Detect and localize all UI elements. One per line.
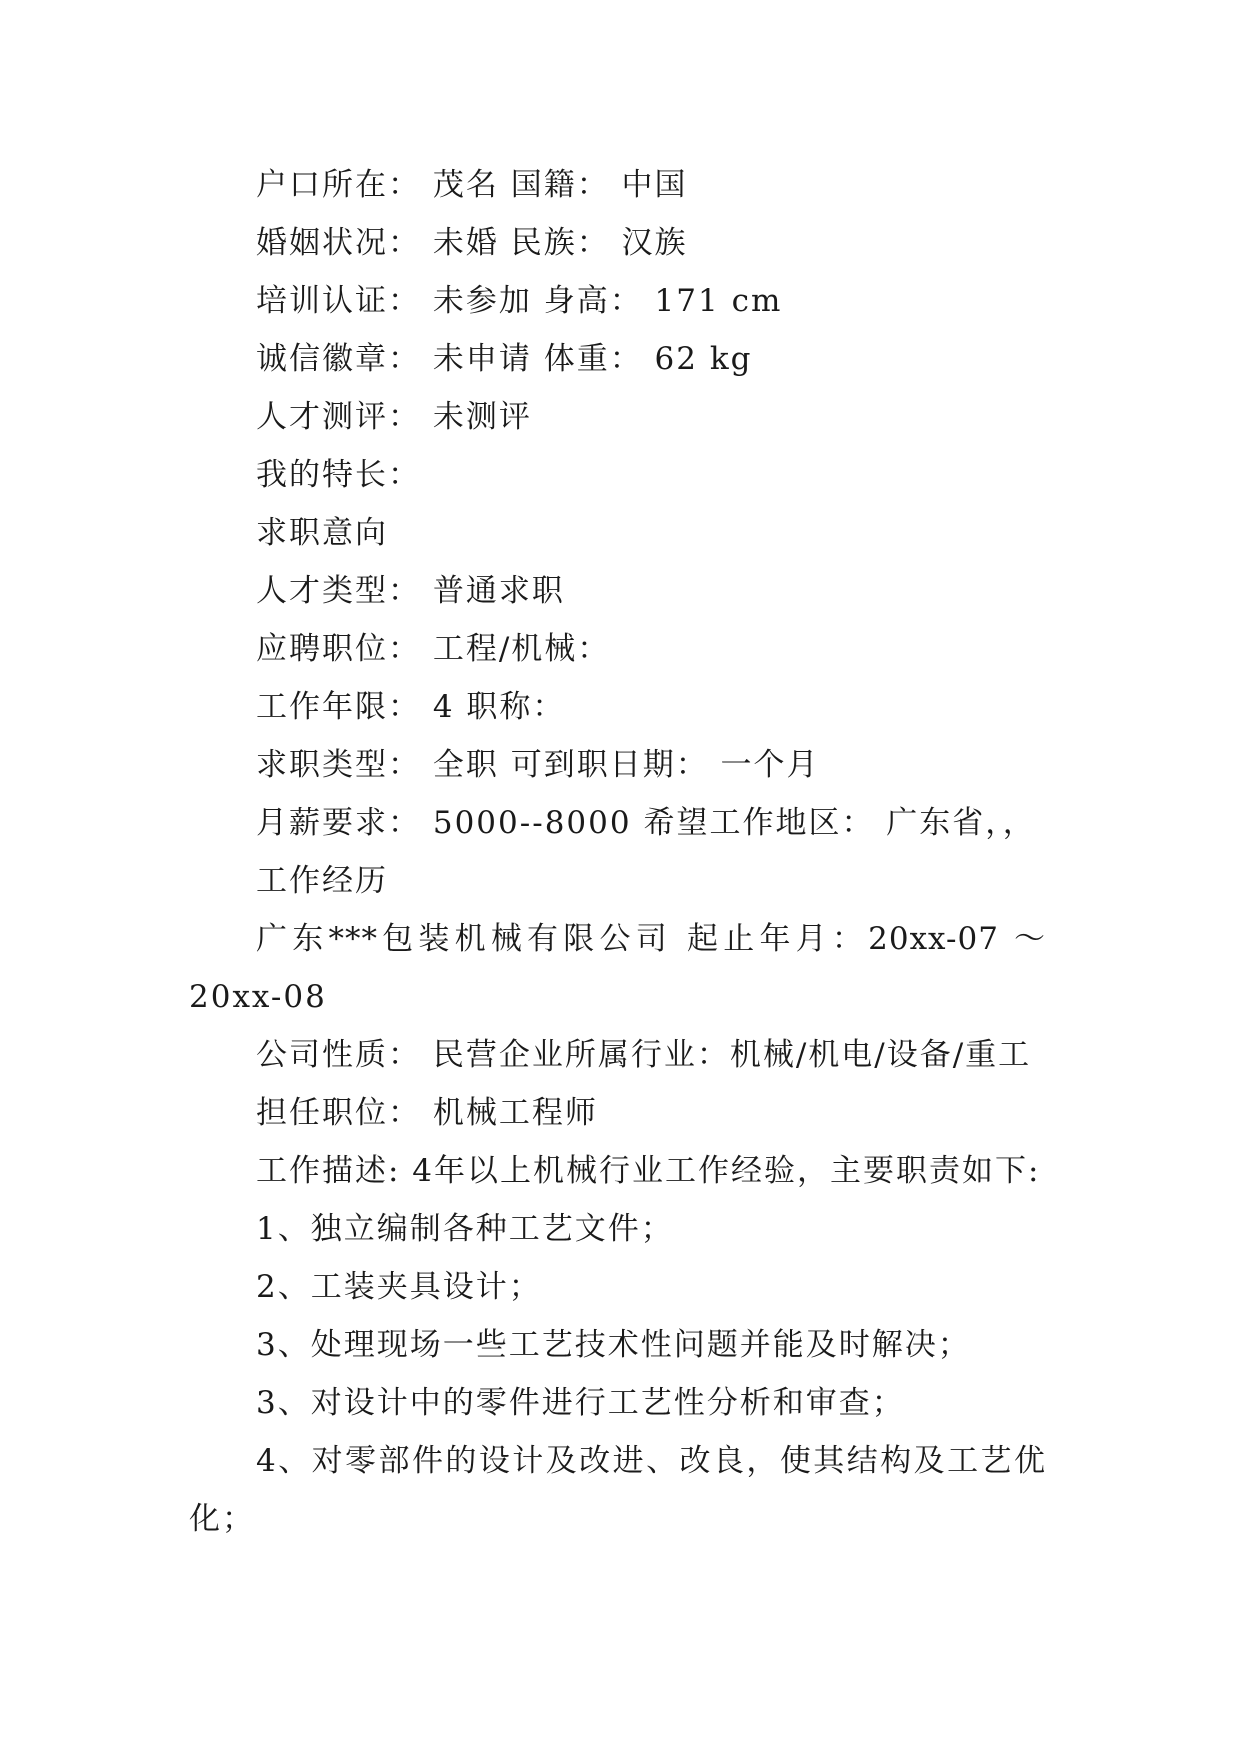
list-item-3b: 3、对设计中的零件进行工艺性分析和审查； bbox=[256, 1385, 905, 1421]
text-line-marital: 婚姻状况： 未婚 民族： 汉族 bbox=[256, 225, 688, 261]
text-line-job-description: 工作描述: 4年以上机械行业工作经验，主要职责如下: bbox=[256, 1153, 1041, 1189]
text-line-company: 广东***包装机械有限公司 起止年月：20xx-07 ～ bbox=[256, 921, 1046, 957]
list-item-3a: 3、处理现场一些工艺技术性问题并能及时解决； bbox=[256, 1327, 971, 1363]
text-line-training: 培训认证： 未参加 身高： 171 cm bbox=[256, 283, 783, 319]
text-line-assessment: 人才测评： 未测评 bbox=[256, 399, 532, 435]
text-line-job-type: 求职类型： 全职 可到职日期： 一个月 bbox=[256, 747, 820, 783]
text-line-salary: 月薪要求： 5000--8000 希望工作地区： 广东省，， bbox=[256, 805, 1036, 841]
list-item-2: 2、工装夹具设计； bbox=[256, 1269, 542, 1305]
section-heading-job-intention: 求职意向 bbox=[256, 515, 388, 551]
text-line-hukou: 户口所在： 茂名 国籍： 中国 bbox=[256, 167, 688, 203]
text-line-company-cont: 20xx-08 bbox=[189, 979, 327, 1015]
text-line-company-nature: 公司性质： 民营企业所属行业：机械/机电/设备/重工 bbox=[256, 1037, 1032, 1073]
text-line-job-title: 担任职位： 机械工程师 bbox=[256, 1095, 598, 1131]
text-line-position: 应聘职位： 工程/机械： bbox=[256, 631, 611, 667]
text-line-years: 工作年限： 4 职称： bbox=[256, 689, 566, 725]
section-heading-work-experience: 工作经历 bbox=[256, 863, 388, 899]
list-item-4: 4、对零部件的设计及改进、改良，使其结构及工艺优 bbox=[256, 1443, 1046, 1479]
text-line-talent-type: 人才类型： 普通求职 bbox=[256, 573, 565, 609]
list-item-4-cont: 化； bbox=[189, 1501, 255, 1537]
list-item-1: 1、独立编制各种工艺文件； bbox=[256, 1211, 674, 1247]
text-line-credit: 诚信徽章： 未申请 体重： 62 kg bbox=[256, 341, 753, 377]
text-line-specialty: 我的特长： bbox=[256, 457, 421, 493]
